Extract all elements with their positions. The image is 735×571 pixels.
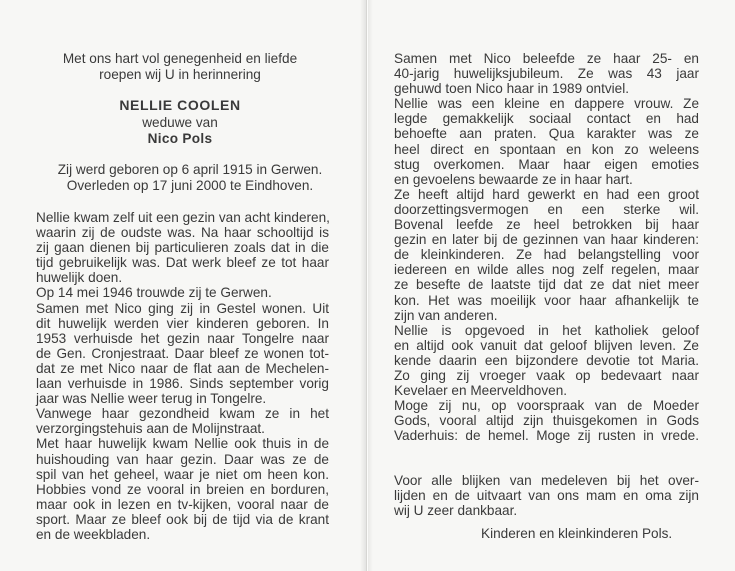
text-line: en gevoelens bewaarde ze in haar hart. xyxy=(394,171,633,187)
text-line: kon. Het was moeilijk voor haar afhankelijk te xyxy=(394,292,699,308)
text-line: Hobbies vond ze vooral in breien en borduren, xyxy=(36,481,329,497)
text-line: gezin en later bij de gezinnen van haar kinderen: xyxy=(394,232,699,248)
text-line: wij U zeer dankbaar. xyxy=(394,503,518,519)
text-line: en de weekbladen. xyxy=(36,526,151,542)
text-line: Vanwege haar gezondheid kwam ze in het xyxy=(36,406,329,422)
text-line: spil van het geheel, waar je niet om heen kon. xyxy=(36,466,329,482)
text-line: legde gemakkelijk sociaal contact en had xyxy=(394,111,699,127)
text-line: 1953 verhuisde het gezin naar Tongelre naar xyxy=(36,330,329,346)
life-story-right xyxy=(394,51,699,443)
text-line: Met haar huwelijk kwam Nellie ook thuis in de xyxy=(36,436,329,452)
text-line: de Gen. Cronjestraat. Daar bleef ze wonen tot- xyxy=(36,345,329,361)
text-line: Ze heeft altijd hard gewerkt en had een groot xyxy=(394,186,699,202)
text-line: behoefte aan praten. Qua karakter was ze xyxy=(394,126,699,142)
text-line: huwelijk doen. xyxy=(36,270,123,286)
text-line: ze besefte de laatste tijd dat ze dat niet meer xyxy=(394,277,699,293)
text-line: zij gaan dienen bij particulieren zoals dat in die xyxy=(36,240,329,256)
text-line: waarin zij de oudste was. Na haar schooltijd is xyxy=(36,225,329,241)
text-line: tijd gebruikelijk was. Dat werk bleef ze tot haar xyxy=(36,255,329,271)
text-line: maar ook in lezen en tv-kijken, vooral naar de xyxy=(36,496,329,512)
text-line: heel direct en spontaan en kon zo weleens xyxy=(394,141,699,157)
text-line: Vaderhuis: de hemel. Moge zij rusten in vrede. xyxy=(394,428,699,444)
fold-shadow-right xyxy=(368,0,373,571)
text-line: Samen met Nico ging zij in Gestel wonen. Uit xyxy=(36,300,329,316)
death-line: Overleden op 17 juni 2000 te Eindhoven. xyxy=(66,178,314,193)
text-line: Gods, vooral altijd zijn thuisgekomen in Gods xyxy=(394,413,699,429)
text-line: kende daarin een bijzondere devotie tot Maria. xyxy=(394,352,699,368)
spouse-name: Nico Pols xyxy=(147,131,213,146)
text-line: huishouding van haar gezin. Daar was ze de xyxy=(36,451,329,467)
text-line: Nellie is opgevoed in het katholiek geloof xyxy=(394,322,699,338)
text-line: zijn van anderen. xyxy=(394,307,498,323)
fold-shadow xyxy=(360,0,366,571)
text-line: Samen met Nico beleefde ze haar 25- en xyxy=(394,51,699,66)
relation-label: weduwe van xyxy=(142,115,218,130)
text-line: verzorgingstehuis aan de Molijnstraat. xyxy=(36,421,265,437)
text-line: de kleinkinderen. Ze had belangstelling voor xyxy=(394,247,699,263)
text-line: laan verhuisde in 1986. Sinds september vorig xyxy=(36,376,329,392)
text-line: sport. Maar ze bleef ook bij de tijd via de krant xyxy=(36,511,329,527)
text-line: Moge zij nu, op voorspraak van de Moeder xyxy=(394,398,699,414)
birth-line: Zij werd geboren op 6 april 1915 in Gerwen. xyxy=(57,162,323,177)
text-line: 40-jarig huwelijksjubileum. Ze was 43 jaar xyxy=(394,66,699,82)
text-line: doorzettingsvermogen en een sterke wil. xyxy=(394,201,699,217)
life-story-left xyxy=(36,210,329,542)
left-page xyxy=(0,0,367,571)
text-line: Op 14 mei 1946 trouwde zij te Gerwen. xyxy=(36,285,272,301)
text-line: dat ze met Nico naar de flat aan de Mechelen- xyxy=(36,360,329,376)
text-line: Bovenal leefde ze heel betrokken bij haar xyxy=(394,217,699,233)
text-line: Zo ging zij vroeger vaak op bedevaart naar xyxy=(394,367,699,383)
text-line: gehuwd toen Nico haar in 1989 ontviel. xyxy=(394,81,630,97)
text-line: Kevelaer en Meerveldhoven. xyxy=(394,383,568,399)
text-line: Nellie kwam zelf uit een gezin van acht kinderen, xyxy=(36,210,330,225)
signature-line: Kinderen en kleinkinderen Pols. xyxy=(481,526,673,541)
text-line: Nellie was een kleine en dappere vrouw. Ze xyxy=(394,96,699,112)
deceased-name: NELLIE COOLEN xyxy=(119,97,241,113)
text-line: iedereen en wilde alles nog zelf regelen, maar xyxy=(394,262,699,278)
text-line: Voor alle blijken van medeleven bij het over- xyxy=(394,473,699,488)
text-line: dit huwelijk werden vier kinderen geboren. In xyxy=(36,315,329,331)
text-line: lijden en de uitvaart van ons mam en oma zijn xyxy=(394,488,699,504)
thanks-note xyxy=(394,473,699,518)
intro-line-2: roepen wij U in herinnering xyxy=(99,67,261,82)
text-line: en altijd ook vanuit dat geloof blijven leven. Ze xyxy=(394,337,699,353)
intro-line-1: Met ons hart vol genegenheid en liefde xyxy=(62,51,298,66)
right-page xyxy=(367,0,735,571)
text-line: jaar was Nellie weer terug in Tongelre. xyxy=(36,391,267,407)
text-line: stug overkomen. Maar haar eigen emoties xyxy=(394,156,699,172)
